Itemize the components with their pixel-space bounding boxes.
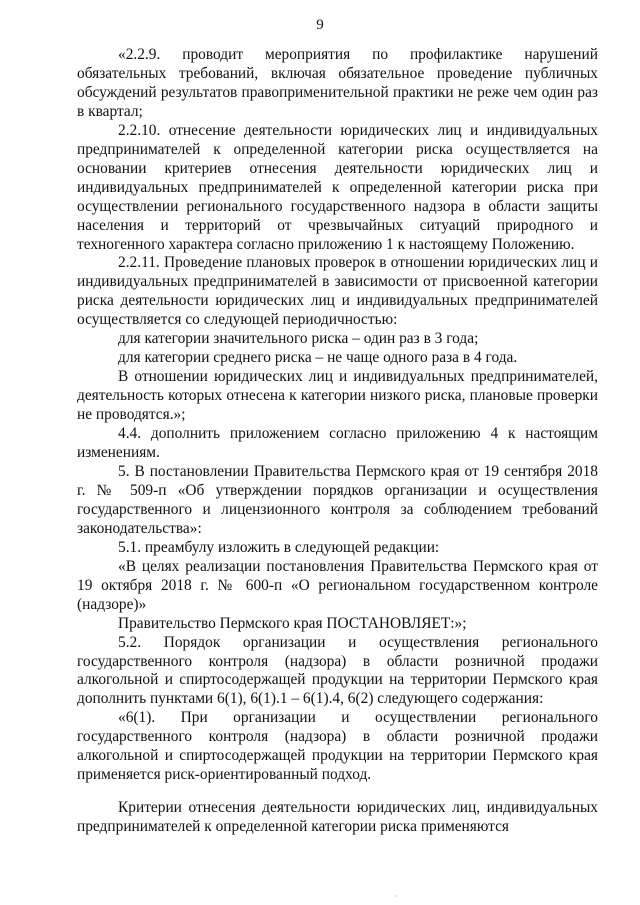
paragraph-4-4: 4.4. дополнить приложением согласно приложению 4 к настоящим изменениям. [77,425,598,462]
page-number: 9 [316,17,324,33]
paragraph-preamble: «В целях реализации постановления Правительства Пермского края от 19 октября 2018 г. № 600-п «О региональном государственном контроле (надзоре)» [77,557,598,613]
paragraph-2-2-11: 2.2.11. Проведение плановых проверок в отношении юридических лиц и индивидуальных предпринимателей в зависимости от присвоенной категории риска деятельности юридических лиц и индивидуальных предпринимателей осуществляется со следующей периодичностью: [77,254,598,329]
paragraph-5-2: 5.2. Порядок организации и осуществления регионального государственного контроля (надзора) в области розничной продажи алкогольной и спиртосодержащей продукции на территории Пермского края дополнить пунктами 6(1), 6(1).1 – 6(1).4, 6(2) следующего содержания: [77,633,598,708]
scan-mark: · [395,892,398,901]
paragraph-6-1: «6(1). При организации и осуществлении регионального государственного контроля (надзора) в области розничной продажи алкогольной и спиртосодержащей продукции на территории Пермского края применяется риск-ориентированный подход. [77,709,598,784]
paragraph-5: 5. В постановлении Правительства Пермского края от 19 сентября 2018 г. № 509-п «Об утверждении порядков организации и осуществления государственного и лицензионного контроля за соблюдением требований законодательства»: [77,462,598,537]
paragraph-2-2-9: «2.2.9. проводит мероприятия по профилактике нарушений обязательных требований, включая обязательное проведение публичных обсуждений результатов правоприменительной практики не реже чем один раз в квартал; [77,46,598,120]
paragraph-criteria: Критерии отнесения деятельности юридических лиц, индивидуальных предпринимателей к определенной категории риска применяются [77,799,598,836]
paragraph-significant-risk: для категории значительного риска – один раз в 3 года; [118,330,479,348]
paragraph-medium-risk: для категории среднего риска – не чаще одного раза в 4 года. [118,349,518,367]
document-body [77,46,598,837]
paragraph-low-risk: В отношении юридических лиц и индивидуальных предпринимателей, деятельность которых отнесена к категории низкого риска, плановые проверки не проводятся.»; [77,368,598,424]
paragraph-2-2-10: 2.2.10. отнесение деятельности юридических лиц и индивидуальных предпринимателей к определенной категории риска осуществляется на основании критериев отнесения деятельности юридических лиц и индивидуальных предпринимателей к определенной категории риска при осуществлении регионального государственного надзора в области защиты населения и территорий от чрезвычайных ситуаций природного и техногенного характера согласно приложению 1 к настоящему Положению. [77,121,598,253]
paragraph-5-1: 5.1. преамбулу изложить в следующей редакции: [118,538,440,556]
paragraph-postanovlyaet: Правительство Пермского края ПОСТАНОВЛЯЕТ:»; [118,614,467,632]
